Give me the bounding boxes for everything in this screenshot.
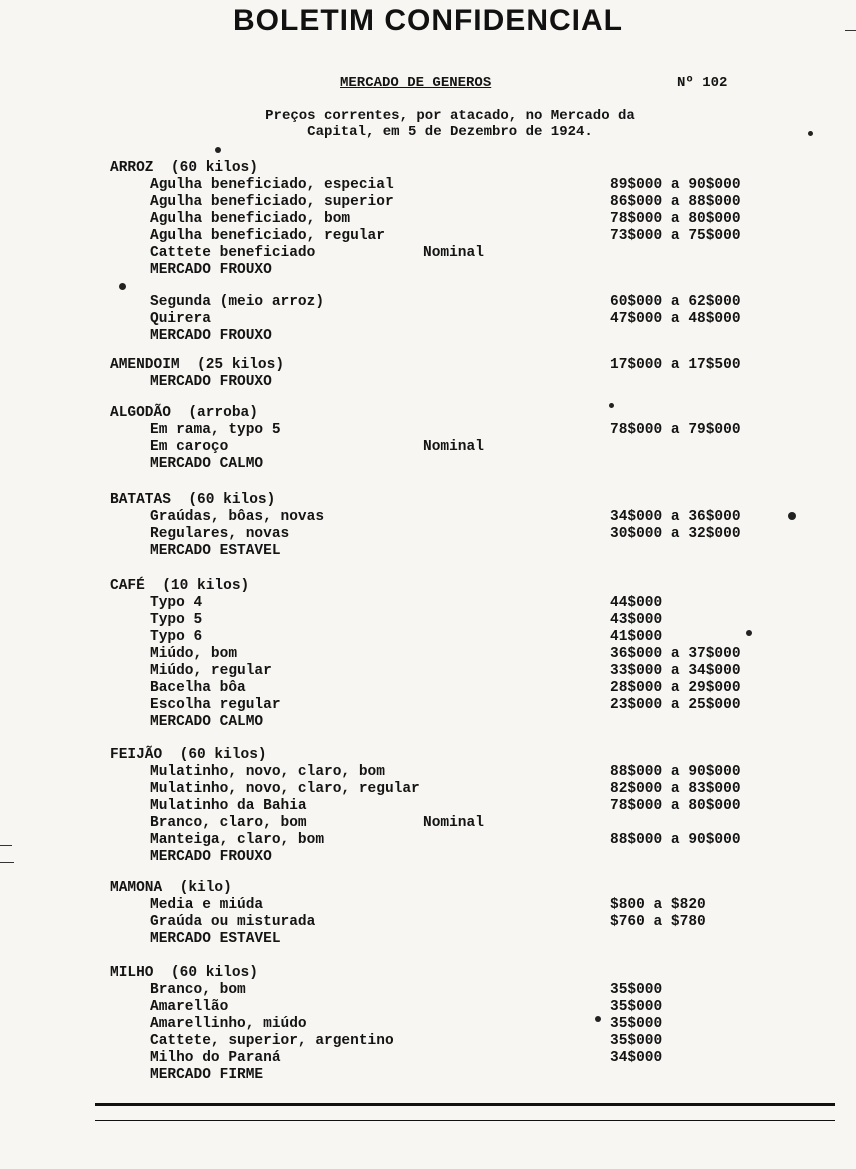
item-name: Graúdas, bôas, novas xyxy=(150,509,325,525)
section-title: ALGODÃO (arroba) xyxy=(110,405,258,421)
item-price: $760 a $780 xyxy=(610,914,706,930)
item-price: 34$000 a 36$000 xyxy=(610,509,741,525)
item-price: 41$000 xyxy=(610,629,663,645)
bottom-rule-thick xyxy=(95,1103,835,1106)
ink-speck xyxy=(595,1016,601,1022)
section-title: FEIJÃO (60 kilos) xyxy=(110,747,267,763)
item-name: MERCADO ESTAVEL xyxy=(150,543,281,559)
item-name: Mulatinho, novo, claro, bom xyxy=(150,764,385,780)
section-title: ARROZ (60 kilos) xyxy=(110,160,258,176)
item-price: 43$000 xyxy=(610,612,663,628)
item-name: Typo 5 xyxy=(150,612,203,628)
item-note: Nominal xyxy=(423,439,484,455)
item-name: Agulha beneficiado, regular xyxy=(150,228,385,244)
item-name: MERCADO CALMO xyxy=(150,456,264,472)
item-price: 35$000 xyxy=(610,999,663,1015)
item-price: 78$000 a 79$000 xyxy=(610,422,741,438)
item-name: Mulatinho da Bahia xyxy=(150,798,307,814)
item-name: Segunda (meio arroz) xyxy=(150,294,325,310)
item-name: Manteiga, claro, bom xyxy=(150,832,325,848)
item-name: Milho do Paraná xyxy=(150,1050,281,1066)
item-name: Typo 4 xyxy=(150,595,203,611)
item-name: Media e miúda xyxy=(150,897,264,913)
item-name: MERCADO FIRME xyxy=(150,1067,264,1083)
item-price: 30$000 a 32$000 xyxy=(610,526,741,542)
item-note: Nominal xyxy=(423,245,484,261)
item-price: 23$000 a 25$000 xyxy=(610,697,741,713)
item-name: Branco, claro, bom xyxy=(150,815,307,831)
item-price: 44$000 xyxy=(610,595,663,611)
bulletin-title: BOLETIM CONFIDENCIAL xyxy=(233,4,623,37)
item-name: Agulha beneficiado, especial xyxy=(150,177,394,193)
intro-line-1: Preços correntes, por atacado, no Mercado da xyxy=(265,108,635,124)
bottom-rule-thin xyxy=(95,1120,835,1121)
ink-speck xyxy=(119,283,126,290)
ink-speck xyxy=(808,131,813,136)
intro-text xyxy=(200,108,700,140)
ink-speck xyxy=(609,403,614,408)
margin-mark xyxy=(0,862,14,863)
section-title: CAFÉ (10 kilos) xyxy=(110,578,250,594)
item-price: 82$000 a 83$000 xyxy=(610,781,741,797)
issue-number: Nº 102 xyxy=(677,75,728,91)
item-name: MERCADO CALMO xyxy=(150,714,264,730)
item-price: 35$000 xyxy=(610,982,663,998)
section-price: 17$000 a 17$500 xyxy=(610,357,741,373)
section-title: MAMONA (kilo) xyxy=(110,880,232,896)
item-name: Em rama, typo 5 xyxy=(150,422,281,438)
item-name: Typo 6 xyxy=(150,629,203,645)
item-price: 28$000 a 29$000 xyxy=(610,680,741,696)
section-title: MILHO (60 kilos) xyxy=(110,965,258,981)
item-name: MERCADO FROUXO xyxy=(150,374,272,390)
item-price: 89$000 a 90$000 xyxy=(610,177,741,193)
item-price: 34$000 xyxy=(610,1050,663,1066)
item-price: 78$000 a 80$000 xyxy=(610,798,741,814)
item-price: 88$000 a 90$000 xyxy=(610,832,741,848)
market-heading: MERCADO DE GENEROS xyxy=(340,75,492,91)
item-name: MERCADO FROUXO xyxy=(150,328,272,344)
item-price: $800 a $820 xyxy=(610,897,706,913)
item-name: Bacelha bôa xyxy=(150,680,246,696)
item-name: Amarellão xyxy=(150,999,229,1015)
item-name: MERCADO FROUXO xyxy=(150,262,272,278)
item-price: 86$000 a 88$000 xyxy=(610,194,741,210)
ink-speck xyxy=(215,147,221,153)
item-name: MERCADO ESTAVEL xyxy=(150,931,281,947)
item-name: Miúdo, bom xyxy=(150,646,238,662)
ink-speck xyxy=(788,512,796,520)
item-price: 35$000 xyxy=(610,1016,663,1032)
item-price: 88$000 a 90$000 xyxy=(610,764,741,780)
intro-line-2: Capital, em 5 de Dezembro de 1924. xyxy=(307,124,593,140)
item-price: 33$000 a 34$000 xyxy=(610,663,741,679)
item-price: 78$000 a 80$000 xyxy=(610,211,741,227)
margin-mark xyxy=(845,30,856,31)
item-name: Escolha regular xyxy=(150,697,281,713)
item-name: Em caroço xyxy=(150,439,229,455)
item-name: Graúda ou misturada xyxy=(150,914,316,930)
item-price: 35$000 xyxy=(610,1033,663,1049)
section-title: BATATAS (60 kilos) xyxy=(110,492,276,508)
item-name: Cattete, superior, argentino xyxy=(150,1033,394,1049)
item-name: Mulatinho, novo, claro, regular xyxy=(150,781,420,797)
section-title: AMENDOIM (25 kilos) xyxy=(110,357,285,373)
item-name: Quirera xyxy=(150,311,211,327)
ink-speck xyxy=(746,630,752,636)
item-price: 47$000 a 48$000 xyxy=(610,311,741,327)
item-price: 73$000 a 75$000 xyxy=(610,228,741,244)
item-name: Miúdo, regular xyxy=(150,663,272,679)
item-price: 60$000 a 62$000 xyxy=(610,294,741,310)
item-name: Cattete beneficiado xyxy=(150,245,316,261)
item-name: Branco, bom xyxy=(150,982,246,998)
margin-mark xyxy=(0,845,12,846)
item-name: Regulares, novas xyxy=(150,526,290,542)
item-price: 36$000 a 37$000 xyxy=(610,646,741,662)
item-note: Nominal xyxy=(423,815,484,831)
item-name: Amarellinho, miúdo xyxy=(150,1016,307,1032)
item-name: Agulha beneficiado, bom xyxy=(150,211,351,227)
item-name: MERCADO FROUXO xyxy=(150,849,272,865)
item-name: Agulha beneficiado, superior xyxy=(150,194,394,210)
